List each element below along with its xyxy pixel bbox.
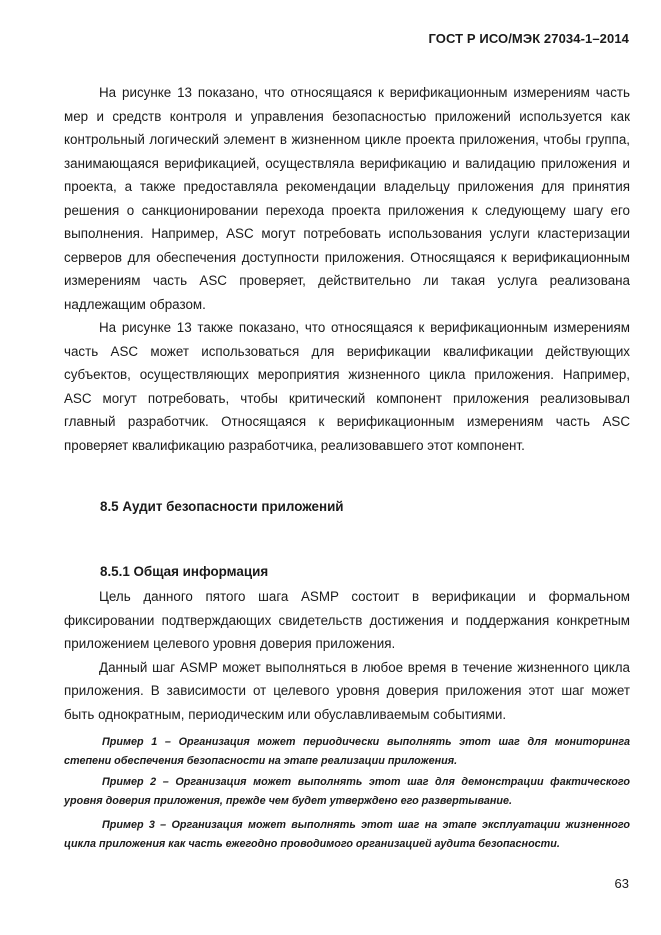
subsection-heading: 8.5.1 Общая информация	[100, 564, 269, 579]
intro-text	[64, 81, 630, 457]
example-text: Пример 1 – Организация может периодически выполнять этот шаг для мониторинга степени обеспечения безопасности на этапе реализации приложения.	[64, 736, 630, 767]
subsection-text	[64, 585, 630, 726]
paragraph: На рисунке 13 также показано, что относящаяся к верификационным измерениям часть ASC может использоваться для верификации квалификации действующих субъектов, осуществляющих мероприятия жизненного цикла приложения. Например, ASC могут потребовать, чтобы критический компонент приложения реализовывал главный разработчик. Относящаяся к верификационным измерениям часть ASC проверяет квалификацию разработчика, реализовавшего этот компонент.	[64, 320, 630, 453]
example-text: Пример 2 – Организация может выполнять этот шаг для демонстрации фактического уровня доверия приложения, прежде чем будет утверждено его развертывание.	[64, 776, 630, 807]
section-heading: 8.5 Аудит безопасности приложений	[100, 499, 344, 514]
paragraph: Данный шаг ASMP может выполняться в любое время в течение жизненного цикла приложения. В зависимости от целевого уровня доверия приложения этот шаг может быть однократным, периодическим или обуславливаемым событиями.	[64, 659, 630, 722]
example-2	[64, 773, 630, 811]
example-text: Пример 3 – Организация может выполнять этот шаг на этапе эксплуатации жизненного цикла приложения как часть ежегодно проводимого организацией аудита безопасности.	[64, 819, 630, 850]
example-3	[64, 816, 630, 854]
paragraph: Цель данного пятого шага ASMP состоит в верификации и формальном фиксировании подтверждающих свидетельств достижения и поддержания конкретным приложением целевого уровня доверия приложения.	[64, 589, 630, 651]
paragraph: На рисунке 13 показано, что относящаяся к верификационным измерениям часть мер и средств контроля и управления безопасностью приложений используется как контрольный логический элемент в жизненном цикле проекта приложения, чтобы группа, занимающаяся верификацией, осуществляла верификацию и валидацию приложения и проекта, а также предоставляла рекомендации владельцу приложения для принятия решения о санкционировании перехода проекта приложения к следующему шагу его выполнения. Например, ASC могут потребовать использования услуги кластеризации серверов для обеспечения доступности приложения. Относящаяся к верификационным измерениям часть ASC проверяет, действительно ли такая услуга реализована надлежащим образом.	[64, 85, 630, 312]
document-header: ГОСТ Р ИСО/МЭК 27034-1–2014	[428, 31, 629, 46]
page-number: 63	[614, 876, 629, 891]
example-1	[64, 733, 630, 771]
